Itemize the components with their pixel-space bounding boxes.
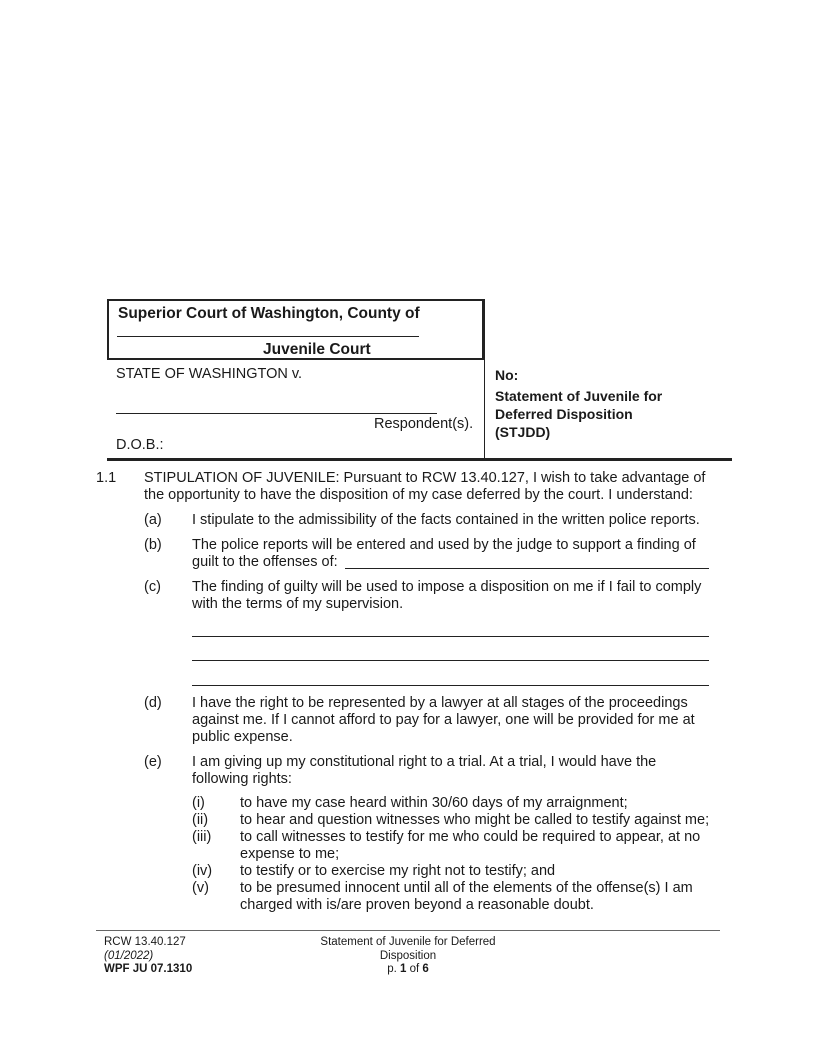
item-label: (c)	[144, 579, 161, 595]
item-label: (a)	[144, 512, 162, 528]
right-line: to be presumed innocent until all of the elements of the offense(s) I am	[240, 880, 693, 896]
right-text	[240, 812, 709, 829]
document-title-line: (STJDD)	[495, 424, 551, 440]
right-line: to have my case heard within 30/60 days of my arraignment;	[240, 795, 628, 811]
court-title: Superior Court of Washington, County of	[118, 305, 420, 322]
right-text	[240, 795, 628, 812]
court-subtitle: Juvenile Court	[263, 341, 371, 358]
right-line: to hear and question witnesses who might be called to testify against me;	[240, 812, 710, 828]
offenses-blank-line	[345, 568, 709, 569]
right-text	[240, 863, 555, 880]
item-text	[192, 512, 700, 529]
footer-title-line: Disposition	[379, 949, 437, 962]
footer-form-id: WPF JU 07.1310	[104, 963, 193, 975]
page-current: 1	[400, 963, 407, 975]
item-line: following rights:	[192, 771, 292, 787]
item-text	[192, 537, 696, 571]
right-label: (iii)	[192, 829, 212, 845]
section-number: 1.1	[96, 470, 117, 486]
item-text	[192, 579, 701, 613]
item-line: guilt to the offenses of:	[192, 554, 338, 570]
footer-date: (01/2022)	[104, 949, 154, 962]
footer-title-line: Statement of Juvenile for Deferred	[320, 936, 496, 948]
page-prefix: p.	[387, 963, 400, 975]
document-title-line: Statement of Juvenile for	[495, 388, 663, 404]
respondent-label: Respondent(s).	[374, 416, 474, 432]
right-text	[240, 829, 700, 863]
right-line: expense to me;	[240, 846, 340, 862]
caption-divider	[484, 299, 485, 459]
section-intro	[144, 470, 705, 504]
right-label: (i)	[192, 795, 205, 811]
item-line: against me. If I cannot afford to pay for a lawyer, one will be provided for me at	[192, 712, 695, 728]
item-line: The police reports will be entered and used by the judge to support a finding of	[192, 537, 696, 553]
item-line: I have the right to be represented by a lawyer at all stages of the proceedings	[192, 695, 688, 711]
county-blank-line	[117, 336, 419, 337]
right-text	[240, 880, 693, 914]
right-line: to testify or to exercise my right not to testify; and	[240, 863, 556, 879]
footer-rule	[96, 930, 720, 931]
item-text	[192, 754, 656, 788]
item-label: (e)	[144, 754, 162, 770]
page-number	[298, 963, 518, 977]
page-total: 6	[422, 963, 429, 975]
right-line: to call witnesses to testify for me who could be required to appear, at no	[240, 829, 701, 845]
respondent-blank-line	[116, 413, 437, 414]
section-intro-line: STIPULATION OF JUVENILE: Pursuant to RCW 13.40.127, I wish to take advantage of	[144, 470, 706, 486]
item-line: The finding of guilty will be used to impose a disposition on me if I fail to comply	[192, 579, 702, 595]
item-line: public expense.	[192, 729, 293, 745]
right-label: (ii)	[192, 812, 209, 828]
item-line: I stipulate to the admissibility of the facts contained in the written police reports.	[192, 512, 700, 528]
document-title	[495, 387, 715, 441]
item-label: (d)	[144, 695, 162, 711]
dob-label: D.O.B.:	[116, 437, 164, 453]
blank-line	[192, 636, 709, 637]
right-label: (v)	[192, 880, 209, 896]
footer-rcw: RCW 13.40.127	[104, 936, 186, 948]
right-line: charged with is/are proven beyond a reasonable doubt.	[240, 897, 594, 913]
item-label: (b)	[144, 537, 162, 553]
item-line: with the terms of my supervision.	[192, 596, 404, 612]
caption-bottom-rule	[107, 458, 732, 461]
page-of: of	[406, 963, 423, 975]
blank-line	[192, 685, 709, 686]
section-intro-line: the opportunity to have the disposition of my case deferred by the court. I understand:	[144, 487, 693, 503]
document-title-line: Deferred Disposition	[495, 406, 633, 422]
blank-line	[192, 660, 709, 661]
footer-center	[298, 936, 518, 977]
footer-left	[104, 936, 192, 977]
right-label: (iv)	[192, 863, 213, 879]
case-number-label: No:	[495, 367, 519, 383]
item-line: I am giving up my constitutional right to a trial. At a trial, I would have the	[192, 754, 657, 770]
item-text	[192, 695, 695, 746]
state-party: STATE OF WASHINGTON v.	[116, 366, 303, 382]
